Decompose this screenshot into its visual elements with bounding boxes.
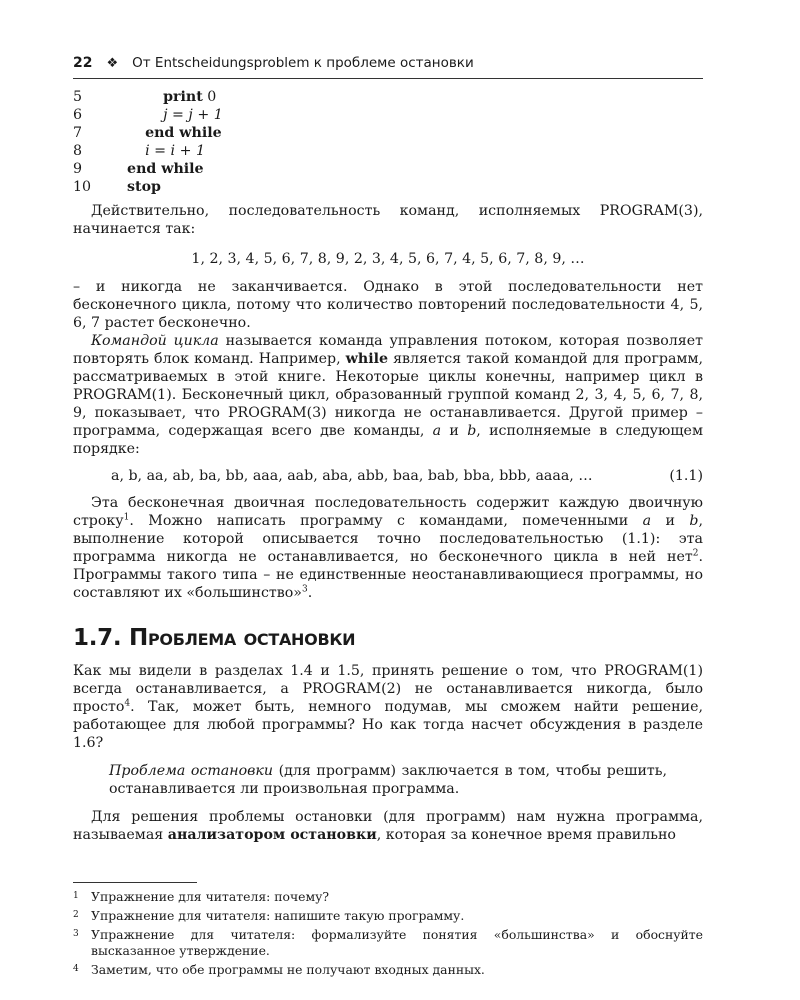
keyword: end while [145, 125, 222, 141]
equation-label: (1.1) [669, 468, 703, 484]
running-title: От Entscheidungsproblem к проблеме остановки [132, 55, 474, 71]
paragraph: Эта бесконечная двоичная последовательность содержит каждую двоичную строку$^1$. Можно написать программу с командами, помеченными a и b, выполнение которой описывается точно последовательностью (1.1): эта программа никогда не останавливается, но бесконечного цикла в ней нет$^2$. Программы такого типа – не единственные неостанавливающиеся программы, но составляют их «большинство»$^3$. [73, 495, 703, 601]
footnote [73, 927, 703, 959]
command-sequence: 1, 2, 3, 4, 5, 6, 7, 8, 9, 2, 3, 4, 5, 6, 7, 4, 5, 6, 7, 8, 9, … [191, 251, 585, 267]
keyword: print [163, 89, 203, 105]
footnotes [73, 889, 703, 978]
footnote-text: Упражнение для читателя: напишите такую программу. [91, 908, 465, 923]
footnote-text: Заметим, что обе программы не получают входных данных. [91, 962, 485, 977]
equation-body: a, b, aa, ab, ba, bb, aaa, aab, aba, abb, baa, bab, bba, bbb, aaaa, … [111, 468, 593, 484]
footnote-mark: 2 [73, 910, 79, 920]
code-text [109, 142, 205, 160]
footnote-ref: 2 [692, 548, 699, 559]
book-page [73, 54, 703, 981]
code-text: print 0 [163, 89, 217, 105]
pseudocode-listing [73, 88, 703, 196]
line-number: 9 [73, 161, 83, 177]
line-number: 5 [73, 89, 83, 105]
footnote-ref: 1 [123, 512, 130, 523]
paragraph: Командой цикла называется команда управления потоком, которая позволяет повторять блок команд. Например, while является такой командой для программ, рассматриваемых в этой книге. Некоторые циклы конечны, например цикл в PROGRAM(1). Бесконечный цикл, образованный группой команд 2, 3, 4, 5, 6, 7, 8, 9, показывает, что PROGRAM(3) никогда не останавливается. Другой пример – программа, содержащая всего две команды, a и b, исполняемые в следующем порядке: [73, 333, 703, 457]
paragraph: – и никогда не заканчивается. Однако в этой последовательности нет бесконечного цикла, потому что количество повторений последовательности 4, 5, 6, 7 растет бесконечно. [73, 279, 703, 331]
footnote-mark: 3 [73, 929, 79, 939]
code-line [73, 88, 703, 106]
code-text [109, 124, 222, 142]
line-number: 7 [73, 125, 83, 141]
code-text [109, 160, 204, 178]
keyword: stop [127, 179, 161, 195]
footnote [73, 889, 703, 905]
section-heading [73, 624, 703, 652]
code-line [73, 160, 703, 178]
section-number: 1.7. [73, 625, 122, 651]
term: Командой цикла [91, 333, 219, 349]
footnote-text: Упражнение для читателя: формализуйте понятия «большинства» и обоснуйте высказанное утверждение. [91, 927, 703, 958]
code-line [73, 124, 703, 142]
page-number: 22 [73, 55, 93, 71]
line-number: 10 [73, 179, 92, 195]
assignment: i = i + 1 [145, 143, 206, 159]
code-line [73, 178, 703, 196]
keyword: end while [127, 161, 204, 177]
paragraph: Действительно, последовательность команд, исполняемых PROGRAM(3), начинается так: [73, 203, 703, 237]
definition-block: Проблема остановки (для программ) заключается в том, чтобы решить, останавливается ли произвольная программа. [109, 763, 667, 797]
keyword: while [345, 351, 389, 367]
bold-term: анализатором остановки [167, 827, 377, 843]
assignment: j = j + 1 [163, 107, 223, 123]
footnote [73, 962, 703, 978]
paragraph: Как мы видели в разделах 1.4 и 1.5, принять решение о том, что PROGRAM(1) всегда останавливается, а PROGRAM(2) не останавливается никогда, было просто$^4$. Так, может быть, немного подумав, мы сможем найти решение, работающее для любой программы? Но как тогда насчет обсуждения в разделе 1.6? [73, 663, 703, 751]
equation-1-1 [111, 467, 703, 485]
running-head [73, 54, 703, 79]
section-title: Проблема остановки [129, 625, 356, 651]
footnote-ref: 4 [124, 698, 131, 709]
line-number: 6 [73, 107, 83, 123]
code-line [73, 142, 703, 160]
footnote-ref: 3 [301, 584, 308, 595]
footnote-text: Упражнение для читателя: почему? [91, 889, 330, 904]
footnote-mark: 4 [73, 964, 79, 974]
code-text [109, 178, 161, 196]
code-line [73, 106, 703, 124]
ornament-icon: ❖ [106, 56, 119, 71]
line-number: 8 [73, 143, 83, 159]
paragraph: Для решения проблемы остановки (для программ) нам нужна программа, называемая анализатором остановки, которая за конечное время правильно [73, 809, 703, 843]
term: Проблема остановки [109, 763, 274, 779]
footnote-mark: 1 [73, 891, 79, 901]
footnote-rule [73, 882, 197, 883]
footnote [73, 908, 703, 924]
code-text [109, 106, 223, 124]
